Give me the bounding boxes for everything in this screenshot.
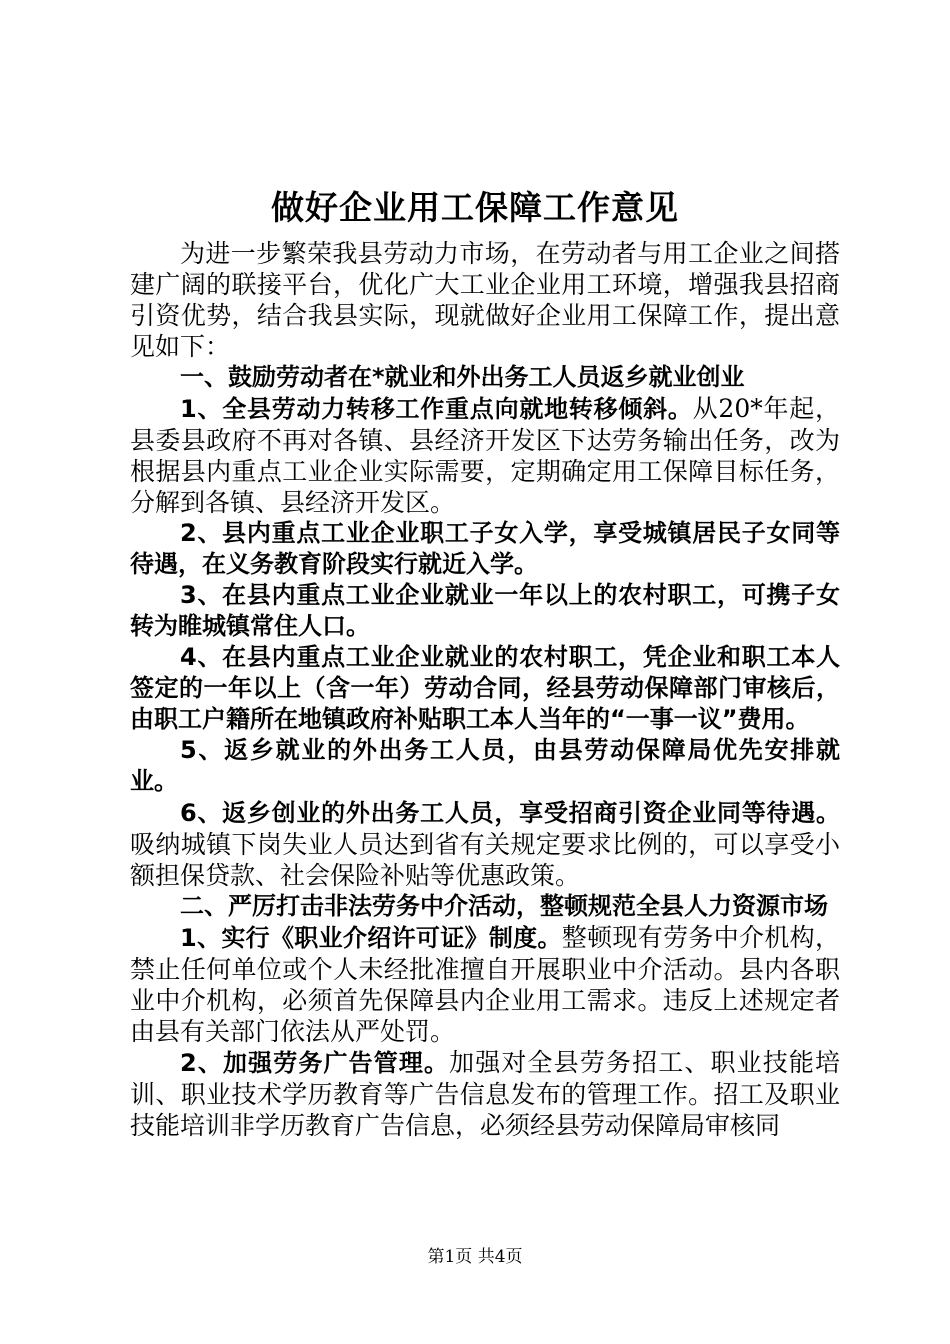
section2-item2-text: 加强对全县劳务招工、职业技能培训、职业技术学历教育等广告信息发布的管理工作。招工及职业技能培训非学历教育广告信息，必须经县劳动保障局审核同 (130, 1048, 840, 1140)
document-body (130, 238, 840, 1141)
section2-item1-text: 整顿现有劳务中介机构，禁止任何单位或个人未经批准擅自开展职业中介活动。县内各职业中介机构，必须首先保障县内企业用工需求。违反上述规定者由县有关部门依法从严处罚。 (130, 923, 840, 1046)
section2-item2-lead: 2、加强劳务广告管理。 (180, 1049, 450, 1077)
section1-item5: 5、返乡就业的外出务工人员，由县劳动保障局优先安排就业。 (130, 736, 840, 795)
section1-item6-text: 吸纳城镇下岗失业人员达到省有关规定要求比例的，可以享受小额担保贷款、社会保险补贴等优惠政策。 (130, 830, 840, 890)
section1-item4: 4、在县内重点工业企业就业的农村职工，凭企业和职工本人签定的一年以上（含一年）劳动合同，经县劳动保障部门审核后，由职工户籍所在地镇政府补贴职工本人当年的“一事一议”费用。 (130, 643, 840, 733)
section2-item2 (130, 1047, 840, 1141)
section1-item1-lead: 1、全县劳动力转移工作重点向就地转移倾斜。 (180, 395, 693, 423)
section2-heading: 二、严厉打击非法劳务中介活动，整顿规范全县人力资源市场 (180, 892, 828, 920)
section1-item6-lead: 6、返乡创业的外出务工人员，享受招商引资企业同等待遇。 (180, 799, 840, 827)
section2-item1 (130, 922, 840, 1047)
section1-heading: 一、鼓励劳动者在*就业和外出务工人员返乡就业创业 (180, 363, 745, 391)
intro-paragraph: 为进一步繁荣我县劳动力市场，在劳动者与用工企业之间搭建广阔的联接平台，优化广大工业企业用工环境，增强我县招商引资优势，结合我县实际，现就做好企业用工保障工作，提出意见如下： (130, 239, 840, 361)
section1-item6 (130, 797, 840, 891)
section1-item1-text: 从20*年起，县委县政府不再对各镇、县经济开发区下达劳务输出任务，改为根据县内重点工业企业实际需要，定期确定用工保障目标任务，分解到各镇、县经济开发区。 (130, 394, 841, 517)
section2-item1-lead: 1、实行《职业介绍许可证》制度。 (180, 924, 562, 952)
section1-item2: 2、县内重点工业企业职工子女入学，享受城镇居民子女同等待遇，在义务教育阶段实行就近入学。 (130, 519, 840, 578)
document-title: 做好企业用工保障工作意见 (271, 188, 679, 227)
section1-item1 (130, 393, 840, 518)
page-footer: 第1页 共4页 (427, 1247, 523, 1267)
section1-item3: 3、在县内重点工业企业就业一年以上的农村职工，可携子女转为睢城镇常住人口。 (130, 581, 840, 640)
